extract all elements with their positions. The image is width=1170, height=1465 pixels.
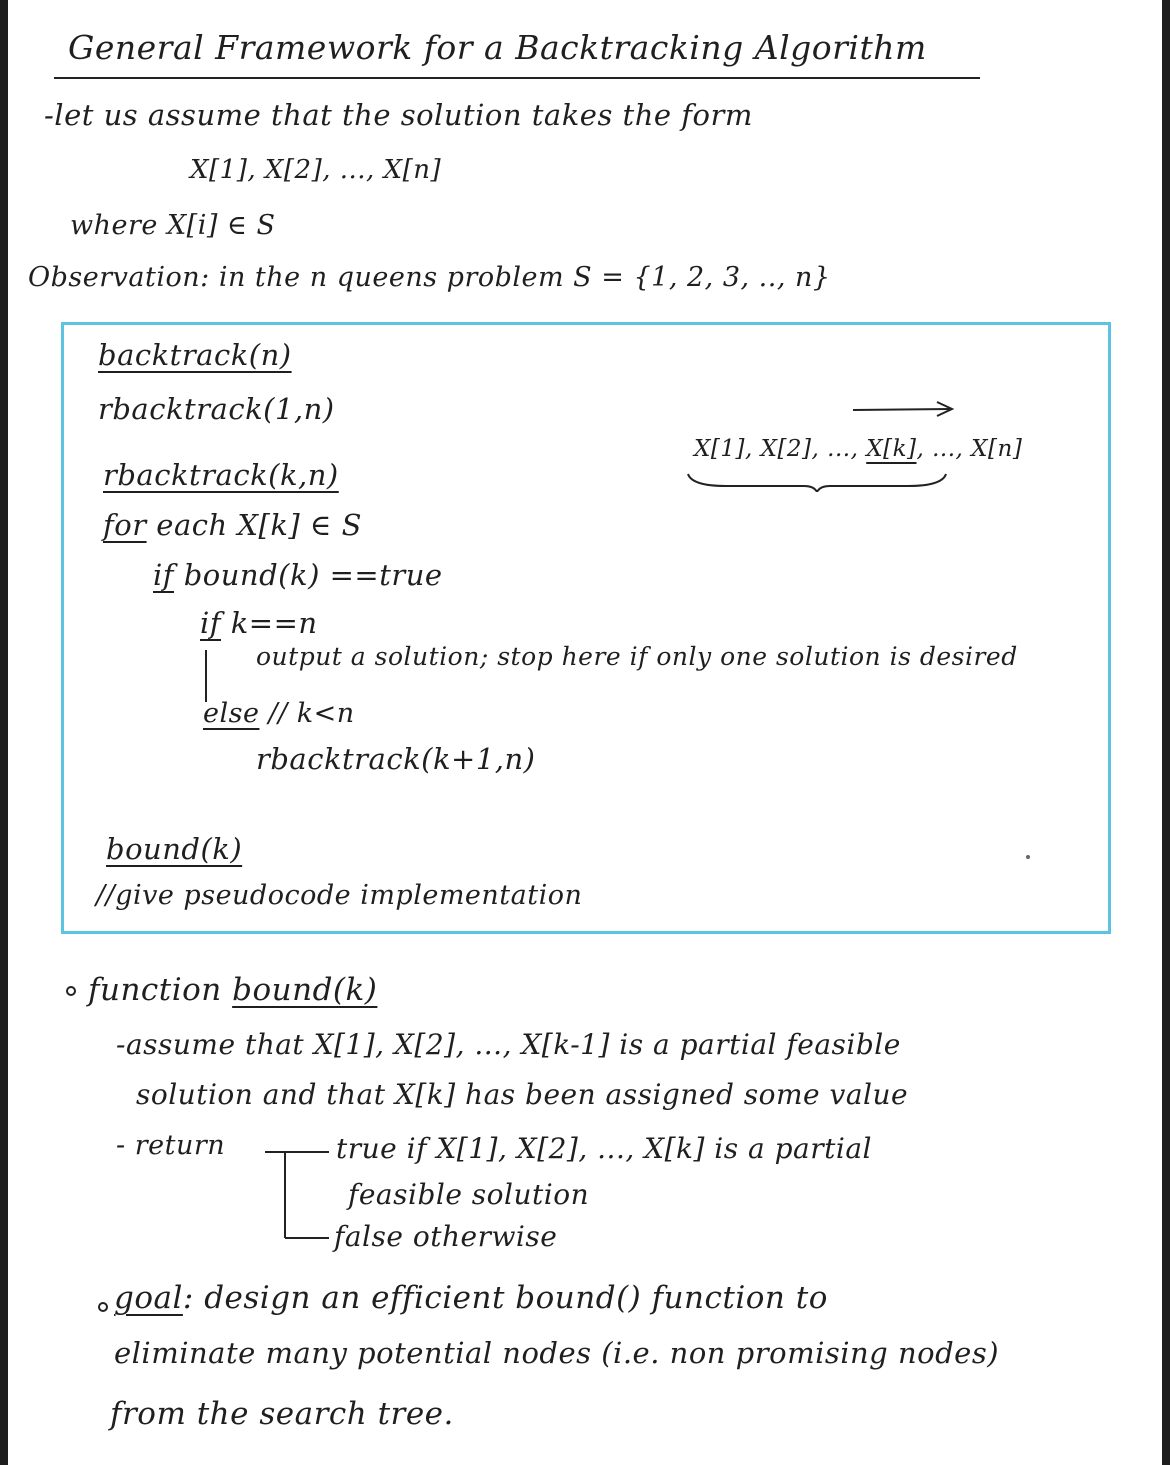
function-name: bound(k) — [232, 972, 378, 1008]
goal-text-1: : design an efficient bound() function to — [182, 1280, 828, 1316]
else-comment: // k<n — [259, 698, 355, 729]
for-rest: each X[k] ∈ S — [146, 508, 362, 542]
bullet-function — [66, 986, 76, 996]
function-prefix: function — [88, 972, 233, 1008]
else-keyword: else — [203, 698, 260, 729]
bound-comment: //give pseudocode implementation — [96, 880, 583, 911]
return-label: - return — [116, 1130, 226, 1161]
return-bracket-icon — [263, 1146, 333, 1242]
vector-expression — [694, 436, 1022, 462]
goal-line-3: from the search tree. — [110, 1396, 454, 1432]
notes-page — [8, 0, 1162, 1465]
vector-right: , ..., X[n] — [916, 436, 1023, 462]
vector-left: X[1], X[2], ..., — [694, 436, 867, 462]
assume-line: -let us assume that the solution takes the form — [44, 98, 753, 132]
if-block-bar — [205, 650, 207, 702]
goal-line-1 — [114, 1280, 828, 1316]
goal-keyword: goal — [114, 1280, 183, 1316]
rbacktrack-signature: rbacktrack(k,n) — [103, 458, 339, 492]
assume-line-1: -assume that X[1], X[2], ..., X[k-1] is a partial feasible — [116, 1028, 901, 1061]
for-each-line — [103, 508, 362, 542]
if-bound-line — [153, 558, 443, 592]
title-underline — [54, 77, 980, 79]
else-line — [203, 698, 355, 729]
backtrack-signature: backtrack(n) — [98, 338, 292, 372]
true-line-2: feasible solution — [348, 1178, 590, 1211]
if-keyword: if — [153, 558, 175, 592]
assume-line-2: solution and that X[k] has been assigned some value — [136, 1078, 909, 1111]
function-heading — [88, 972, 377, 1008]
goal-line-2: eliminate many potential nodes (i.e. non promising nodes) — [114, 1336, 1000, 1370]
output-line: output a solution; stop here if only one solution is desired — [256, 642, 1018, 671]
if2-keyword: if — [200, 606, 222, 640]
right-arrow-icon — [851, 398, 956, 418]
if-rest: bound(k) ==true — [174, 558, 443, 592]
false-line: false otherwise — [334, 1220, 558, 1253]
if2-rest: k==n — [221, 606, 318, 640]
observation-line: Observation: in the n queens problem S = {1, 2, 3, .., n} — [28, 262, 831, 293]
bullet-goal — [98, 1302, 108, 1312]
brace-icon — [686, 470, 948, 492]
bound-signature: bound(k) — [106, 832, 243, 866]
where-line: where X[i] ∈ S — [70, 210, 276, 241]
solution-form: X[1], X[2], ..., X[n] — [190, 155, 442, 185]
stray-dot — [1026, 855, 1030, 859]
page-title: General Framework for a Backtracking Algorithm — [68, 28, 927, 67]
for-keyword: for — [103, 508, 147, 542]
recursive-call: rbacktrack(k+1,n) — [256, 742, 536, 776]
if-k-equals-n-line — [200, 606, 318, 640]
vector-k: X[k] — [866, 436, 917, 462]
backtrack-call: rbacktrack(1,n) — [98, 392, 335, 426]
true-line-1: true if X[1], X[2], ..., X[k] is a partial — [336, 1132, 872, 1165]
